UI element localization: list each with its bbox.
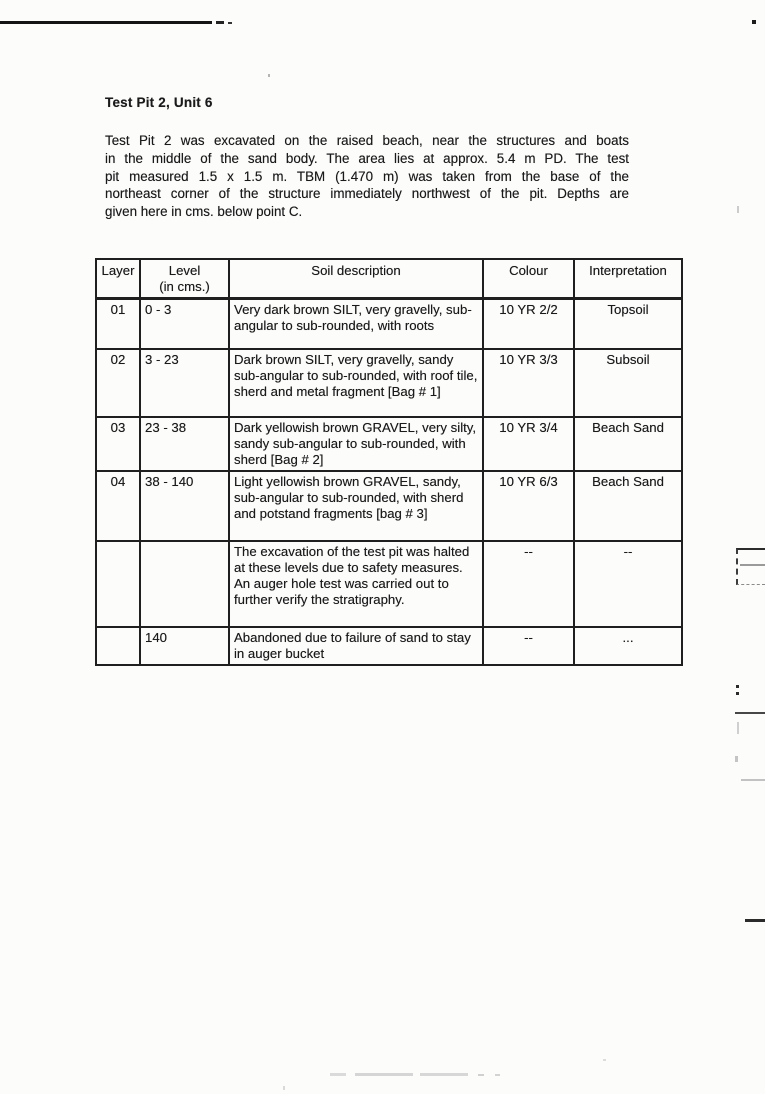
table-row	[96, 471, 682, 541]
cell-level: 23 - 38	[140, 417, 229, 471]
col-header-label: Layer	[101, 263, 135, 278]
table-header-row	[96, 259, 682, 299]
paragraph-line: in the middle of the sand body. The area lies at approx. 5.4 m PD. The test	[105, 150, 629, 166]
scan-artifact-right-faint-line	[741, 779, 765, 781]
cell-description: The excavation of the test pit was halted at these levels due to safety measures. An auger hole test was carried out to further verify the stratigraphy.	[229, 541, 483, 627]
scan-artifact-right-dash	[745, 919, 765, 922]
paragraph-line: northeast corner of the structure immediately northwest of the pit. Depths are	[105, 186, 629, 202]
cell-description: Very dark brown SILT, very gravelly, sub-angular to sub-rounded, with roots	[229, 299, 483, 349]
soil-description-table	[95, 258, 683, 666]
col-header-label: Soil description	[311, 263, 401, 278]
cell-colour: 10 YR 3/3	[483, 349, 574, 417]
scan-artifact-dot	[736, 692, 739, 695]
cell-interpretation: Topsoil	[574, 299, 682, 349]
col-header-interpretation	[574, 259, 682, 299]
col-header-label: Colour	[509, 263, 548, 278]
col-header-label: Level	[168, 263, 201, 278]
scan-artifact-dot	[736, 685, 739, 688]
col-header-colour	[483, 259, 574, 299]
scan-artifact-right-box-line	[740, 564, 765, 566]
cell-level: 3 - 23	[140, 349, 229, 417]
scan-speck	[603, 1059, 606, 1061]
cell-level: 0 - 3	[140, 299, 229, 349]
scan-artifact-right-smudge	[735, 756, 738, 762]
cell-colour: 10 YR 6/3	[483, 471, 574, 541]
page-title: Test Pit 2, Unit 6	[105, 95, 213, 110]
table-row	[96, 349, 682, 417]
cell-layer: 03	[96, 417, 140, 471]
cell-colour: --	[483, 541, 574, 627]
intro-paragraph	[105, 132, 629, 221]
cell-description: Dark brown SILT, very gravelly, sandy sub-angular to sub-rounded, with roof tile, sherd and metal fragment [Bag # 1]	[229, 349, 483, 417]
scan-artifact-top-dot	[752, 20, 756, 24]
cell-level: 38 - 140	[140, 471, 229, 541]
cell-interpretation: Subsoil	[574, 349, 682, 417]
scan-artifact-bottom-smudge	[478, 1074, 484, 1076]
cell-interpretation: --	[574, 541, 682, 627]
scan-artifact-top-line	[0, 21, 212, 24]
col-header-sublabel: (in cms.)	[159, 279, 210, 294]
col-header-soil-description	[229, 259, 483, 299]
cell-description: Dark yellowish brown GRAVEL, very silty, sandy sub-angular to sub-rounded, with sherd [Bag # 2]	[229, 417, 483, 471]
col-header-layer	[96, 259, 140, 299]
paragraph-line: given here in cms. below point C.	[105, 204, 303, 220]
scan-artifact-right-dash	[735, 712, 765, 714]
cell-colour: 10 YR 3/4	[483, 417, 574, 471]
table-row	[96, 627, 682, 665]
paragraph-line: Test Pit 2 was excavated on the raised beach, near the structures and boats	[105, 133, 629, 148]
cell-layer	[96, 627, 140, 665]
col-header-level	[140, 259, 229, 299]
scan-artifact-bottom-smudge	[355, 1073, 413, 1076]
cell-layer: 04	[96, 471, 140, 541]
scan-artifact-top-dash	[216, 21, 224, 24]
scan-speck	[268, 74, 270, 77]
col-header-label: Interpretation	[589, 263, 667, 278]
cell-layer	[96, 541, 140, 627]
cell-description: Light yellowish brown GRAVEL, sandy, sub-angular to sub-rounded, with sherd and potstand fragments [bag # 3]	[229, 471, 483, 541]
table-row	[96, 299, 682, 349]
cell-colour: 10 YR 2/2	[483, 299, 574, 349]
cell-layer: 02	[96, 349, 140, 417]
cell-layer: 01	[96, 299, 140, 349]
paragraph-line: pit measured 1.5 x 1.5 m. TBM (1.470 m) was taken from the base of the	[105, 168, 629, 184]
scan-artifact-right-smudge	[737, 722, 739, 734]
scan-artifact-right-box	[736, 548, 765, 585]
scan-speck	[737, 206, 739, 213]
table-row	[96, 541, 682, 627]
cell-interpretation: ...	[574, 627, 682, 665]
scan-speck	[283, 1086, 285, 1090]
cell-interpretation: Beach Sand	[574, 417, 682, 471]
scan-artifact-top-dash	[228, 22, 232, 24]
scan-artifact-bottom-smudge	[495, 1074, 500, 1076]
cell-level: 140	[140, 627, 229, 665]
cell-interpretation: Beach Sand	[574, 471, 682, 541]
table-row	[96, 417, 682, 471]
scan-artifact-bottom-smudge	[330, 1073, 346, 1076]
cell-description: Abandoned due to failure of sand to stay in auger bucket	[229, 627, 483, 665]
scan-artifact-bottom-smudge	[420, 1073, 468, 1076]
cell-colour: --	[483, 627, 574, 665]
cell-level	[140, 541, 229, 627]
